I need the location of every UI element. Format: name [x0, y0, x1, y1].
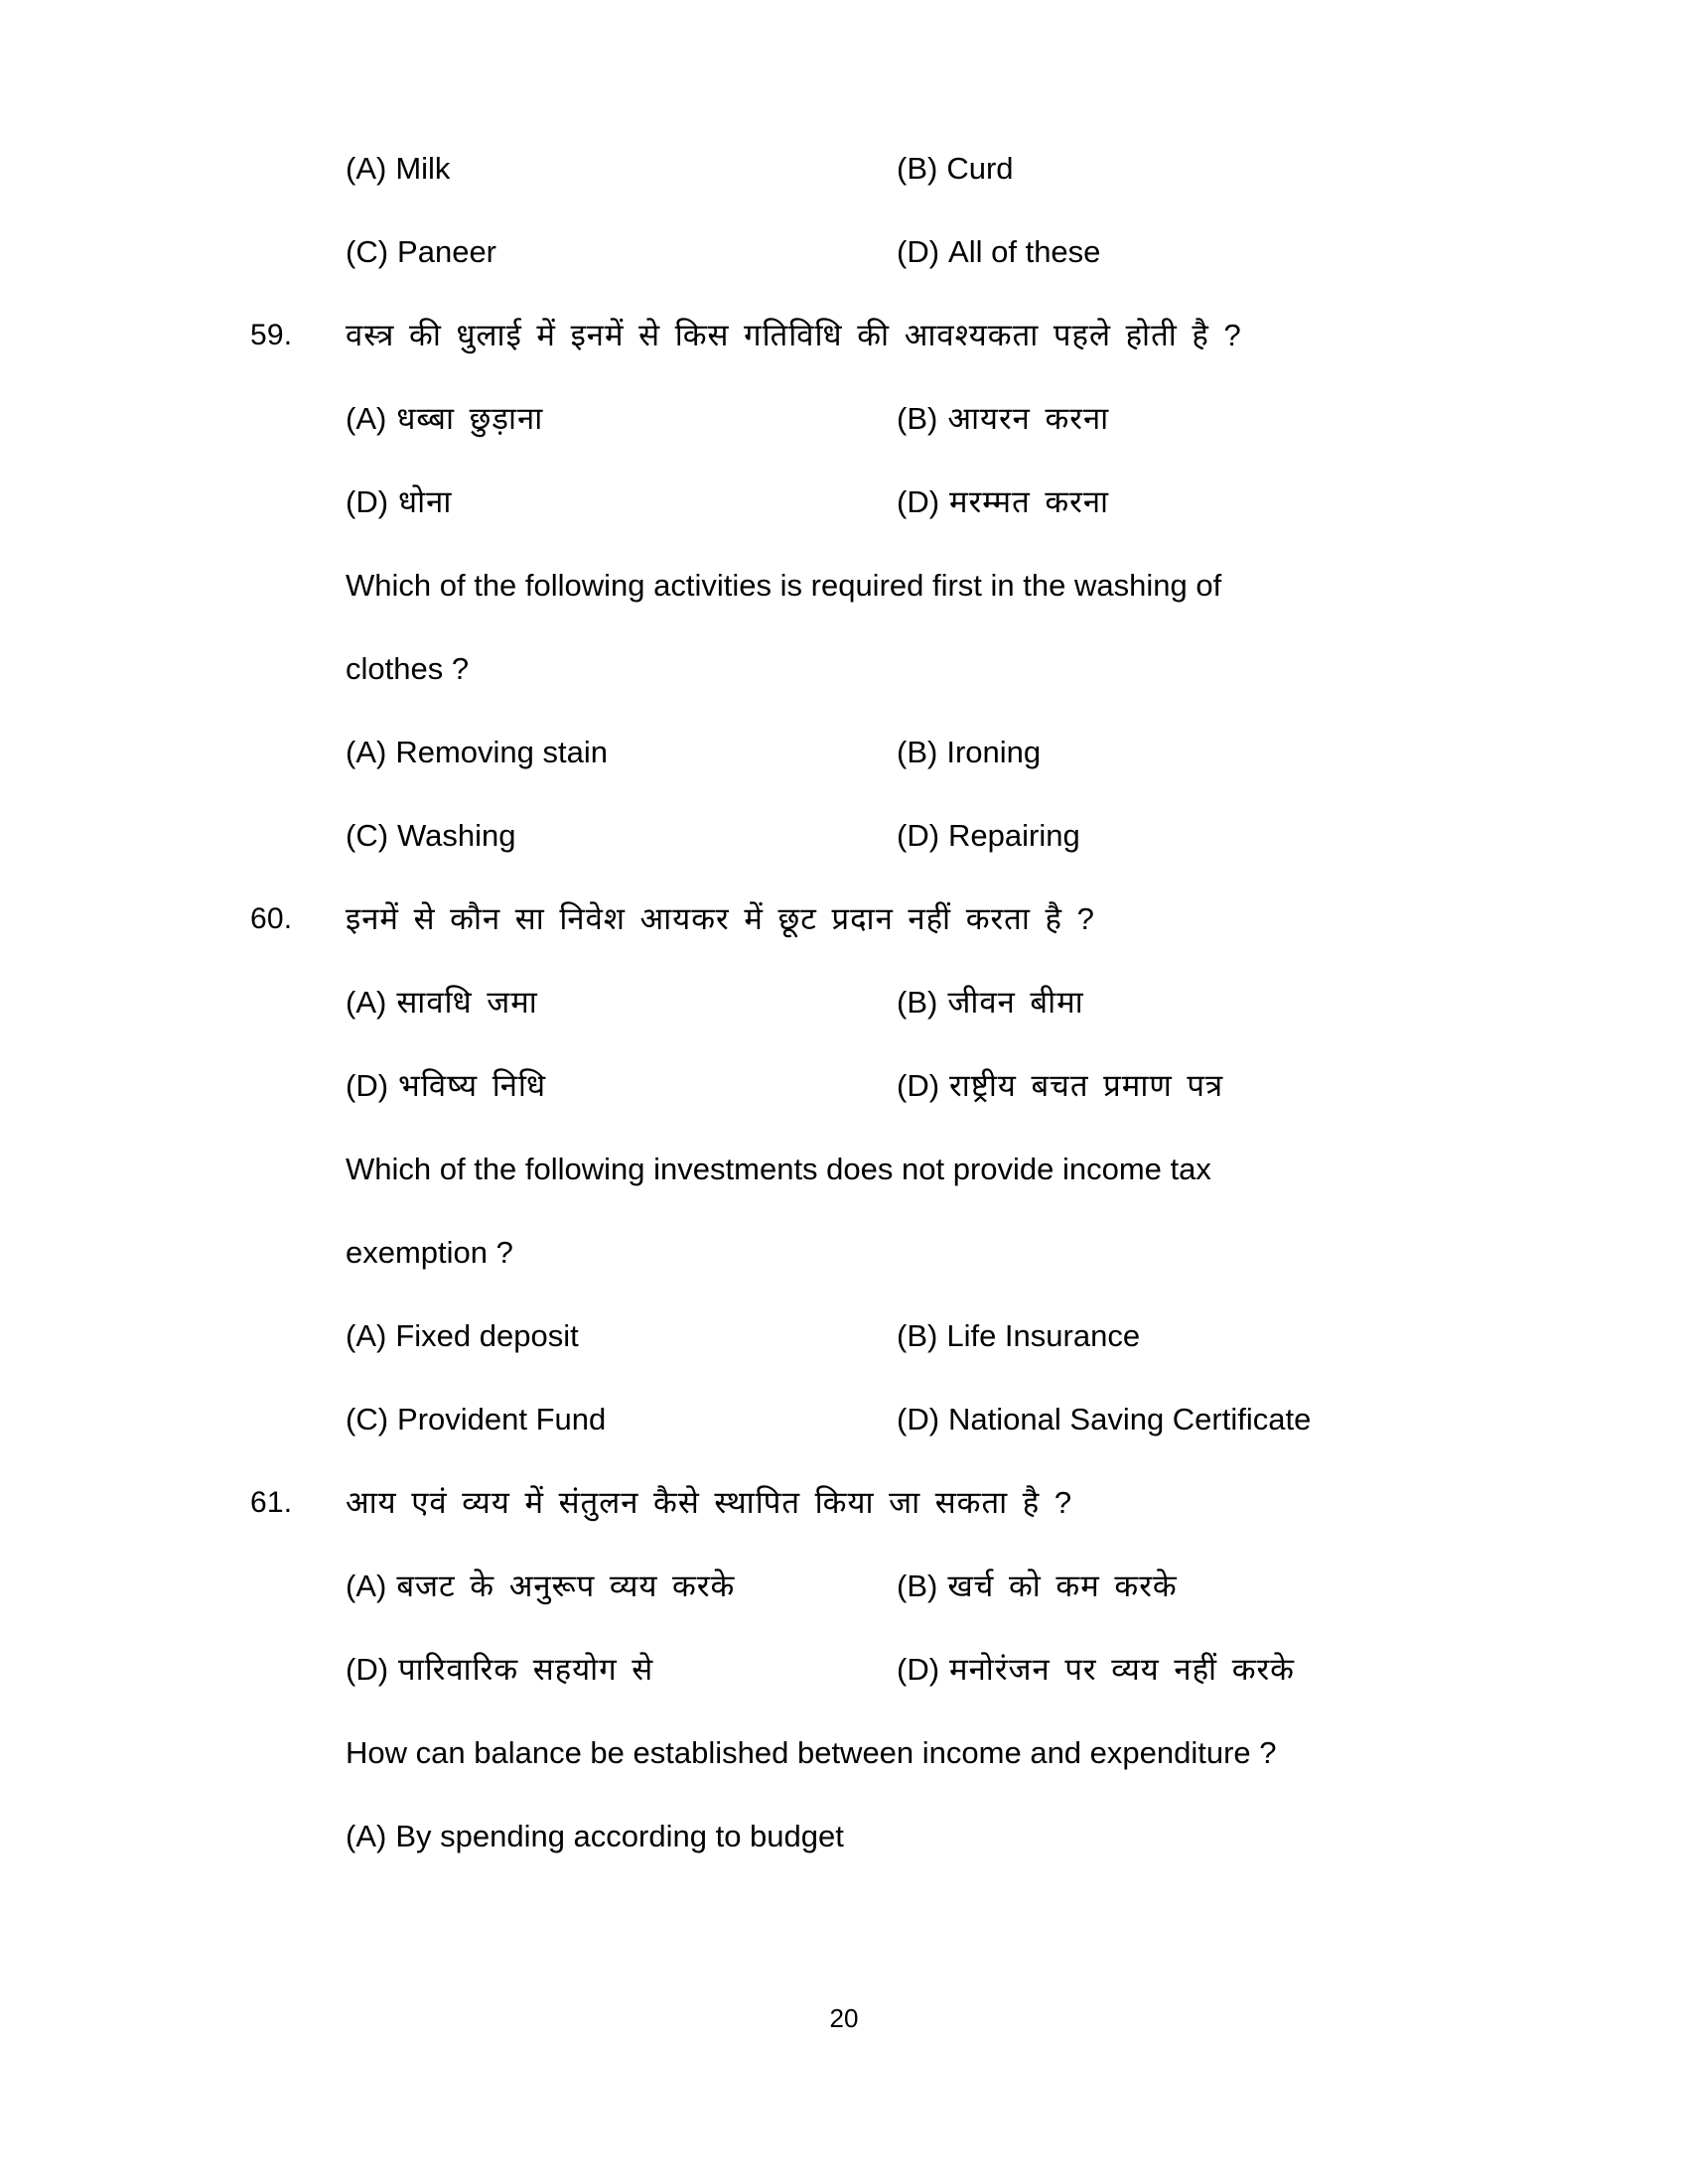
question-number: 59. [250, 319, 293, 351]
option-row [0, 1648, 1688, 1731]
option-label: (B) [897, 735, 938, 769]
option-row [0, 147, 1688, 230]
option-a[interactable] [346, 1565, 735, 1608]
option-label: (B) [897, 151, 938, 186]
question-text-hindi: इनमें से कौन सा निवेश आयकर में छूट प्रदान नहीं करता है ? [346, 901, 1095, 936]
english-stem-line-2: clothes ? [346, 651, 470, 686]
option-text: खर्च को कम करके [947, 1569, 1178, 1603]
question-text-english-line [0, 1731, 1688, 1815]
option-d[interactable] [897, 814, 1080, 858]
page-number: 20 [829, 2003, 859, 2033]
option-b[interactable] [897, 1565, 1178, 1608]
option-text: Repairing [948, 818, 1080, 853]
option-b[interactable] [897, 147, 1014, 191]
question-text-english-line [0, 647, 1688, 731]
question-block-q58-continued [0, 147, 1688, 314]
option-text: मरम्मत करना [949, 484, 1110, 519]
option-text: Paneer [397, 234, 497, 269]
question-stem-row [0, 1481, 1688, 1565]
option-label: (C) [346, 818, 389, 853]
option-text: Curd [946, 151, 1014, 186]
option-a[interactable] [346, 1314, 579, 1358]
option-row [0, 1565, 1688, 1648]
option-label: (D) [346, 1068, 389, 1103]
option-text: Fixed deposit [395, 1318, 579, 1353]
option-d[interactable] [897, 1648, 1295, 1692]
question-stem-row [0, 897, 1688, 981]
option-row [0, 981, 1688, 1064]
option-text: All of these [948, 234, 1101, 269]
option-label: (D) [897, 484, 940, 519]
question-text-english-line [0, 564, 1688, 647]
option-label: (B) [897, 1569, 938, 1603]
option-text: जीवन बीमा [947, 985, 1084, 1020]
option-label: (A) [346, 1819, 387, 1853]
question-text-english-line [0, 1148, 1688, 1231]
option-text: आयरन करना [947, 401, 1110, 436]
option-label: (D) [897, 818, 940, 853]
option-label: (B) [897, 985, 938, 1020]
option-row [0, 814, 1688, 897]
option-text: National Saving Certificate [948, 1402, 1312, 1436]
english-stem-line-2: exemption ? [346, 1235, 513, 1270]
option-label: (D) [897, 234, 940, 269]
option-b[interactable] [897, 1314, 1140, 1358]
option-c[interactable] [346, 1398, 606, 1441]
option-c[interactable] [346, 1064, 546, 1108]
option-text: बजट के अनुरूप व्यय करके [396, 1569, 736, 1603]
option-c[interactable] [346, 230, 496, 274]
english-stem-line-1: Which of the following investments does not provide income tax [346, 1152, 1211, 1186]
option-label: (A) [346, 735, 387, 769]
option-row [0, 480, 1688, 564]
option-a[interactable] [346, 981, 538, 1024]
option-text: By spending according to budget [395, 1819, 844, 1853]
option-a[interactable] [346, 397, 543, 441]
option-label: (B) [897, 1318, 938, 1353]
option-row [0, 1064, 1688, 1148]
option-text: Washing [397, 818, 516, 853]
question-text-english-line [0, 1231, 1688, 1314]
option-text: Provident Fund [397, 1402, 607, 1436]
option-row [0, 397, 1688, 480]
option-label: (B) [897, 401, 938, 436]
option-text: सावधि जमा [396, 985, 538, 1020]
option-label: (D) [897, 1402, 940, 1436]
option-d[interactable] [897, 1398, 1311, 1441]
question-text-hindi: वस्त्र की धुलाई में इनमें से किस गतिविधि की आवश्यकता पहले होती है ? [346, 318, 1242, 352]
option-text: Ironing [946, 735, 1042, 769]
option-text: पारिवारिक सहयोग से [398, 1652, 654, 1687]
english-stem-line-1: How can balance be established between income and expenditure ? [346, 1735, 1277, 1770]
question-block-q61 [0, 1481, 1688, 1898]
option-d[interactable] [897, 480, 1109, 524]
option-b[interactable] [897, 397, 1109, 441]
option-text: Life Insurance [946, 1318, 1141, 1353]
option-label: (C) [346, 1402, 389, 1436]
option-row [0, 731, 1688, 814]
option-text: भविष्य निधि [398, 1068, 547, 1103]
option-text: Removing stain [395, 735, 608, 769]
option-label: (D) [897, 1068, 940, 1103]
option-a[interactable] [346, 731, 608, 774]
question-block-q59 [0, 314, 1688, 897]
option-label: (A) [346, 1318, 387, 1353]
option-label: (C) [346, 234, 389, 269]
option-text: धब्बा छुड़ाना [396, 401, 544, 436]
option-row [0, 230, 1688, 314]
option-text: धोना [398, 484, 453, 519]
question-content-area [0, 147, 1688, 1898]
option-text: मनोरंजन पर व्यय नहीं करके [949, 1652, 1295, 1687]
option-label: (A) [346, 401, 387, 436]
option-c[interactable] [346, 480, 452, 524]
option-label: (A) [346, 1569, 387, 1603]
question-block-q60 [0, 897, 1688, 1481]
option-label: (D) [346, 1652, 389, 1687]
option-row [0, 1314, 1688, 1398]
option-row [0, 1815, 1688, 1898]
option-row [0, 1398, 1688, 1481]
question-stem-row [0, 314, 1688, 397]
option-text: Milk [395, 151, 451, 186]
option-label: (D) [897, 1652, 940, 1687]
option-label: (A) [346, 151, 387, 186]
option-c[interactable] [346, 814, 516, 858]
option-c[interactable] [346, 1648, 653, 1692]
question-number: 60. [250, 902, 293, 935]
question-text-hindi: आय एवं व्यय में संतुलन कैसे स्थापित किया जा सकता है ? [346, 1485, 1073, 1520]
option-a[interactable] [346, 1815, 844, 1858]
english-stem-line-1: Which of the following activities is required first in the washing of [346, 568, 1222, 603]
option-a[interactable] [346, 147, 450, 191]
option-label: (A) [346, 985, 387, 1020]
question-number: 61. [250, 1486, 293, 1519]
option-d[interactable] [897, 1064, 1223, 1108]
option-b[interactable] [897, 731, 1041, 774]
option-text: राष्ट्रीय बचत प्रमाण पत्र [949, 1068, 1224, 1103]
option-d[interactable] [897, 230, 1100, 274]
option-b[interactable] [897, 981, 1084, 1024]
option-label: (D) [346, 484, 389, 519]
